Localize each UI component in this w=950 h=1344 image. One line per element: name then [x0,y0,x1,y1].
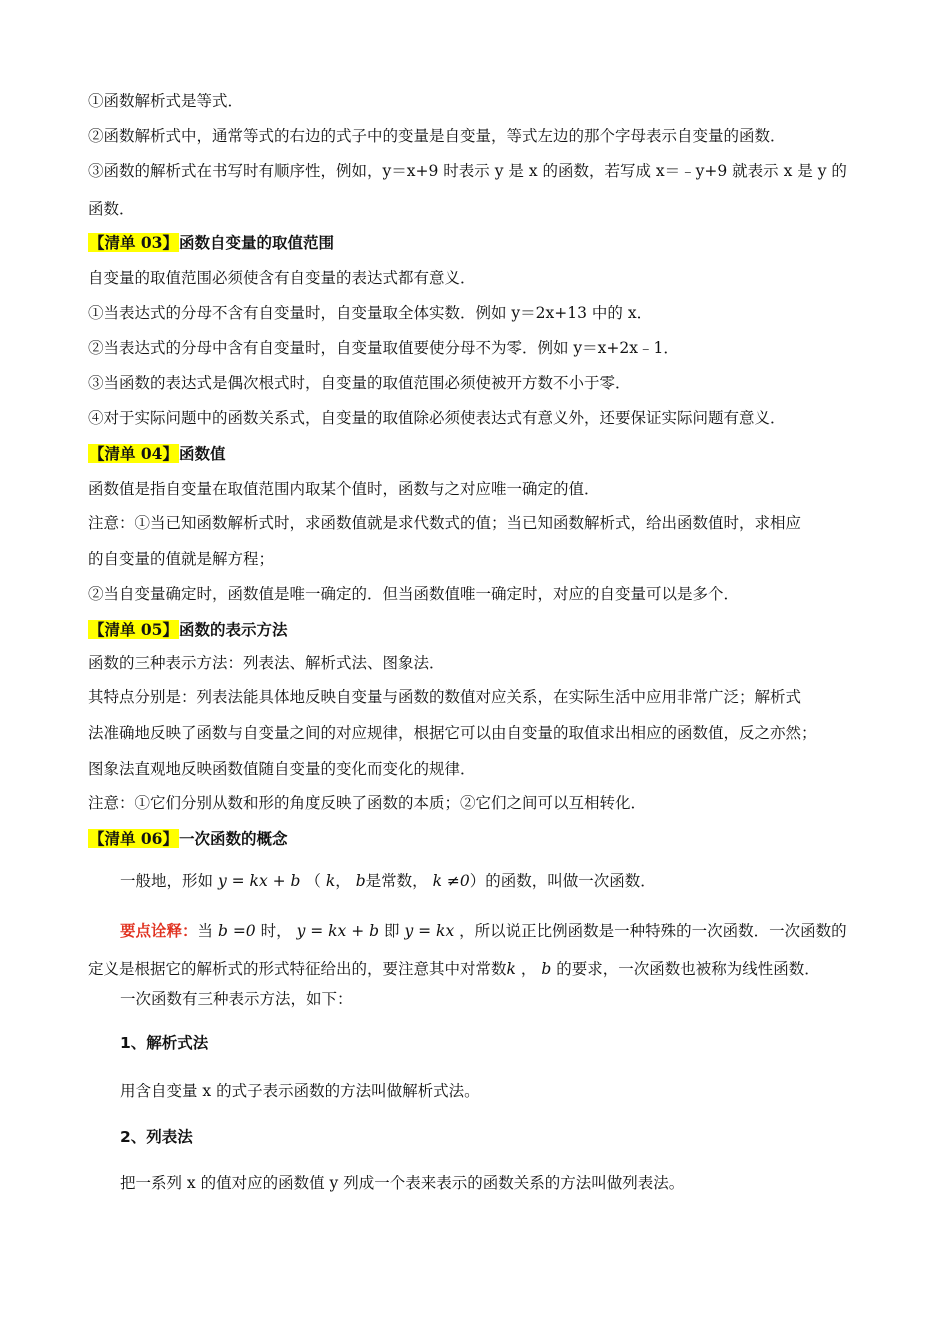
text-run: ）的函数，叫做一次函数． [469,872,656,890]
formula: y = kx + b [296,922,380,940]
text-line: 法准确地反映了函数与自变量之间的对应规律，根据它可以由自变量的取值求出相应的函数值，反之亦然； [88,724,817,742]
text-line: ②当表达式的分母中含有自变量时，自变量取值要使分母不为零．例如 y＝x+2x﹣1． [88,339,679,357]
text-line: 其特点分别是：列表法能具体地反映自变量与函数的数值对应关系，在实际生活中应用非常广泛；解析式 [88,688,802,706]
text-run: 一般地，形如 [120,872,214,890]
text-line: ①当表达式的分母不含有自变量时，自变量取全体实数．例如 y＝2x+13 中的 x． [88,304,653,322]
section-heading-06 [88,828,868,850]
section-tag: 【清单 05】 [89,620,178,639]
text-line: ①函数解析式是等式． [88,92,244,110]
text-line: 函数值是指自变量在取值范围内取某个值时，函数与之对应唯一确定的值． [88,480,600,498]
text-run: 定义是根据它的解析式的形式特征给出的，要注意其中对常数 [88,960,507,978]
section-title: 一次函数的概念 [178,829,288,848]
note-line [88,958,868,980]
text-run: ， [520,960,537,978]
text-line: 图象法直观地反映函数值随自变量的变化而变化的规律． [88,760,476,778]
text-line: 函数． [88,200,135,218]
section-title: 函数的表示方法 [178,620,288,639]
text-run: 当 [197,922,214,940]
variable: k [506,960,516,978]
text-line: ②函数解析式中，通常等式的右边的式子中的变量是自变量，等式左边的那个字母表示自变量的函数． [88,127,786,145]
text-line: 函数的三种表示方法：列表法、解析式法、图象法． [88,654,445,672]
variable: k [325,872,336,890]
text-line: 一次函数有三种表示方法，如下： [120,990,353,1008]
section-heading-04 [88,443,868,465]
text-run: 即 [384,922,400,940]
formula: b =0 [217,922,256,940]
text-run: 的要求，一次函数也被称为线性函数． [556,960,820,978]
formula: y = kx [404,922,455,940]
section-heading-05 [88,619,868,641]
text-line: ③当函数的表达式是偶次根式时，自变量的取值范围必须使被开方数不小于零． [88,374,631,392]
text-line: ④对于实际问题中的函数关系式，自变量的取值除必须使表达式有意义外，还要保证实际问题有意义． [88,409,786,427]
section-tag: 【清单 06】 [89,829,178,848]
section-tag: 【清单 03】 [89,233,178,252]
text-line: 用含自变量 x 的式子表示函数的方法叫做解析式法。 [120,1082,480,1100]
section-title: 函数值 [178,444,226,463]
text-line: ③函数的解析式在书写时有顺序性，例如，y＝x+9 时表示 y 是 x 的函数，若写成 x＝﹣y+9 就表示 x 是 y 的 [88,162,847,180]
section-title: 函数自变量的取值范围 [178,233,334,252]
definition-line [120,870,900,892]
section-heading-03 [88,232,868,254]
text-line: 把一系列 x 的值对应的函数值 y 列成一个表来表示的函数关系的方法叫做列表法。 [120,1174,685,1192]
variable: b [541,960,552,978]
text-run: 时， [260,922,292,940]
formula: y = kx + b [217,872,301,890]
text-line: 注意：①它们分别从数和形的角度反映了函数的本质；②它们之间可以互相转化． [88,794,647,812]
subheading-table: 2、列表法 [120,1128,193,1146]
section-tag: 【清单 04】 [89,444,178,463]
note-line [120,920,900,942]
subheading-analytic: 1、解析式法 [120,1034,209,1052]
text-run: ，所以说正比例函数是一种特殊的一次函数．一次函数的 [459,922,847,940]
variable: b [355,872,366,890]
text-line: 注意：①当已知函数解析式时，求函数值就是求代数式的值；当已知函数解析式，给出函数值时，求相应 [88,514,802,532]
text-line: 自变量的取值范围必须使含有自变量的表达式都有意义． [88,269,476,287]
text-run: 是常数， [365,872,428,890]
text-run: （ [305,872,321,890]
text-run: ， [335,872,351,890]
note-label: 要点诠释： [120,921,198,940]
formula: k ≠0 [432,872,470,890]
text-line: ②当自变量确定时，函数值是唯一确定的．但当函数值唯一确定时，对应的自变量可以是多个． [88,585,740,603]
text-line: 的自变量的值就是解方程； [88,550,275,568]
